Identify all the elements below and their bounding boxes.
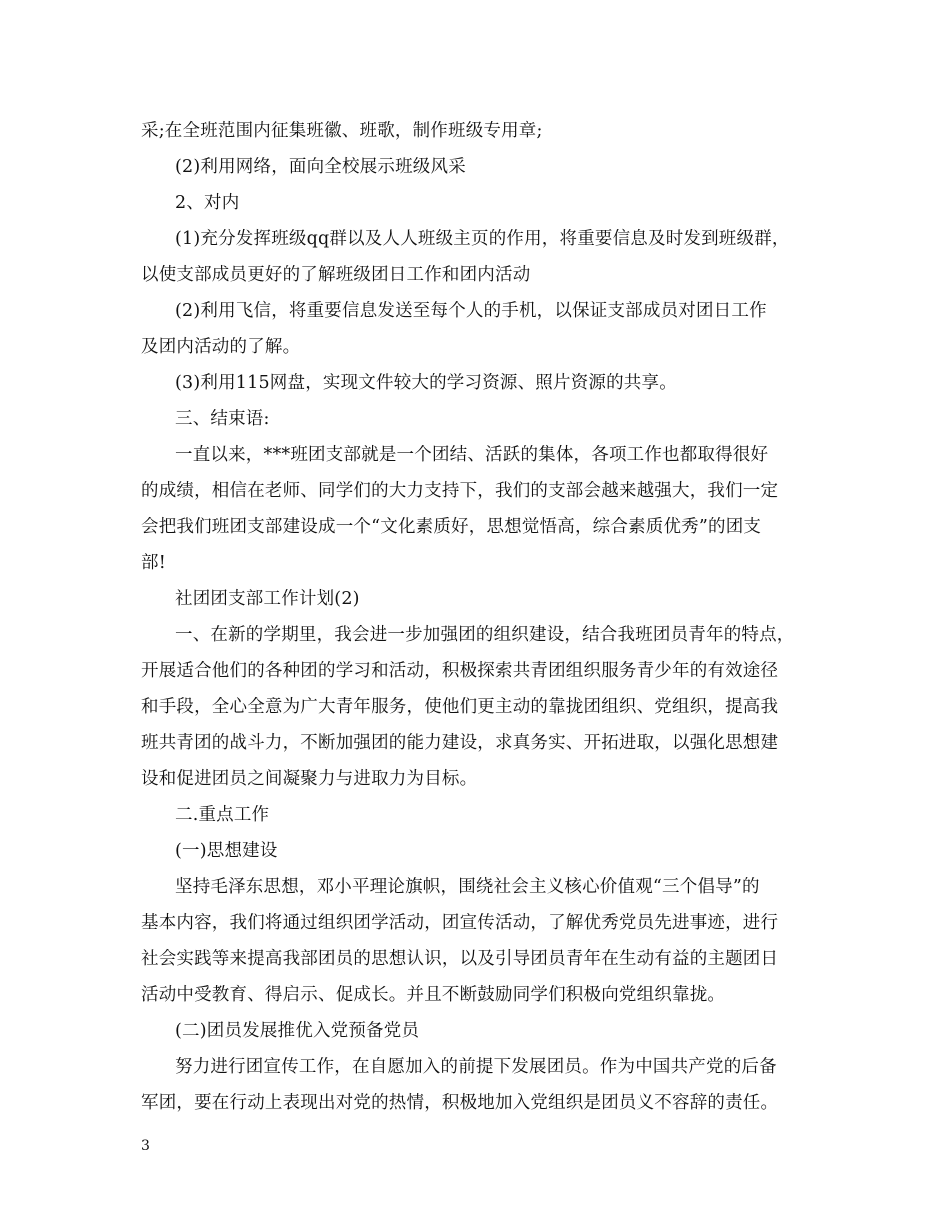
paragraph-line: 开展适合他们的各种团的学习和活动，积极探索共青团组织服务青少年的有效途径 [141, 661, 779, 681]
paragraph-line: (3)利用115网盘，实现文件较大的学习资源、照片资源的共享。 [175, 373, 677, 393]
document-body [141, 113, 841, 1121]
paragraph-line: 及团内活动的了解。 [141, 337, 301, 357]
paragraph-line: 班共青团的战斗力，不断加强团的能力建设，求真务实、开拓进取，以强化思想建 [141, 733, 779, 753]
paragraph-line: 部! [141, 553, 166, 573]
paragraph-line: 坚持毛泽东思想，邓小平理论旗帜，围绕社会主义核心价值观“三个倡导”的 [175, 877, 760, 897]
paragraph-line: 一、在新的学期里，我会进一步加强团的组织建设，结合我班团员青年的特点， [175, 625, 795, 645]
paragraph-line: 社会实践等来提高我部团员的思想认识，以及引导团员青年在生动有益的主题团日 [141, 949, 779, 969]
section-heading: 2、对内 [175, 193, 240, 213]
section-heading: (一)思想建设 [175, 841, 278, 861]
paragraph-line: 一直以来，***班团支部就是一个团结、活跃的集体，各项工作也都取得很好 [175, 445, 769, 465]
paragraph-line: 努力进行团宣传工作，在自愿加入的前提下发展团员。作为中国共产党的后备 [175, 1057, 777, 1077]
section-heading: 三、结束语: [175, 409, 270, 429]
paragraph-line: 军团，要在行动上表现出对党的热情，积极地加入党组织是团员义不容辞的责任。 [141, 1093, 779, 1113]
section-heading: (二)团员发展推优入党预备党员 [175, 1021, 420, 1041]
paragraph-line: (2)利用网络，面向全校展示班级风采 [175, 157, 466, 177]
page-number: 3 [141, 1138, 150, 1154]
paragraph-line: (1)充分发挥班级qq群以及人人班级主页的作用，将重要信息及时发到班级群， [175, 229, 790, 249]
paragraph-line: 会把我们班团支部建设成一个“文化素质好，思想觉悟高，综合素质优秀”的团支 [141, 517, 762, 537]
document-subtitle: 社团团支部工作计划(2) [175, 589, 360, 609]
paragraph-line: 活动中受教育、得启示、促成长。并且不断鼓励同学们积极向党组织靠拢。 [141, 985, 726, 1005]
paragraph-line: 基本内容，我们将通过组织团学活动，团宣传活动，了解优秀党员先进事迹，进行 [141, 913, 779, 933]
paragraph-line: 采;在全班范围内征集班徽、班歌，制作班级专用章; [141, 121, 543, 141]
section-heading: 二.重点工作 [175, 805, 270, 825]
paragraph-line: 以使支部成员更好的了解班级团日工作和团内活动 [141, 265, 531, 285]
paragraph-line: (2)利用飞信，将重要信息发送至每个人的手机，以保证支部成员对团日工作 [175, 301, 767, 321]
paragraph-line: 的成绩，相信在老师、同学们的大力支持下，我们的支部会越来越强大，我们一定 [141, 481, 779, 501]
paragraph-line: 和手段，全心全意为广大青年服务，使他们更主动的靠拢团组织、党组织，提高我 [141, 697, 779, 717]
paragraph-line: 设和促进团员之间凝聚力与进取力为目标。 [141, 769, 478, 789]
